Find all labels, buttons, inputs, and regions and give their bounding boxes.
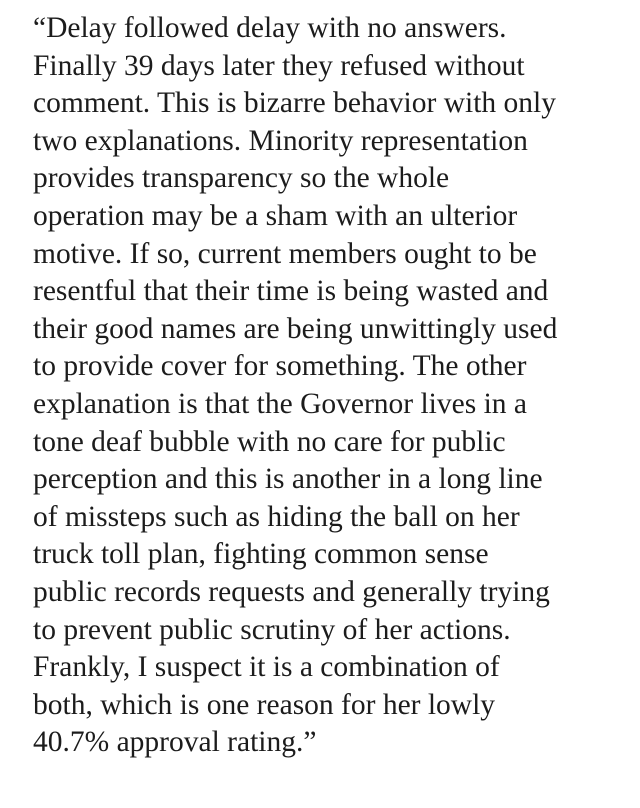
quote-line-9: their good names are being unwittingly used [33, 312, 558, 345]
quote-line-1: “Delay followed delay with no answers. [33, 12, 507, 44]
quote-line-17: to prevent public scrutiny of her actions. [33, 613, 511, 646]
quote-line-5: provides transparency so the whole [33, 162, 450, 195]
quote-line-7: motive. If so, current members ought to be [33, 237, 537, 270]
quote-line-20: 40.7% approval rating.” [33, 726, 317, 759]
quote-line-4: two explanations. Minority representation [33, 124, 528, 157]
quote-line-6: operation may be a sham with an ulterior [33, 199, 518, 232]
quote-line-13: perception and this is another in a long line [33, 463, 543, 496]
quote-line-12: tone deaf bubble with no care for public [33, 425, 506, 458]
quote-line-11: explanation is that the Governor lives in a [33, 387, 527, 420]
quote-line-18: Frankly, I suspect it is a combination of [33, 651, 500, 684]
quote-line-2: Finally 39 days later they refused without [33, 49, 525, 82]
quote-line-15: truck toll plan, fighting common sense [33, 538, 489, 571]
quote-text [33, 10, 633, 762]
quote-line-14: of missteps such as hiding the ball on her [33, 500, 520, 533]
quote-line-10: to provide cover for something. The other [33, 350, 527, 383]
quote-line-3: comment. This is bizarre behavior with only [33, 87, 556, 120]
quote-line-16: public records requests and generally trying [33, 575, 550, 608]
quote-line-19: both, which is one reason for her lowly [33, 688, 496, 721]
quote-line-8: resentful that their time is being wasted and [33, 275, 549, 308]
